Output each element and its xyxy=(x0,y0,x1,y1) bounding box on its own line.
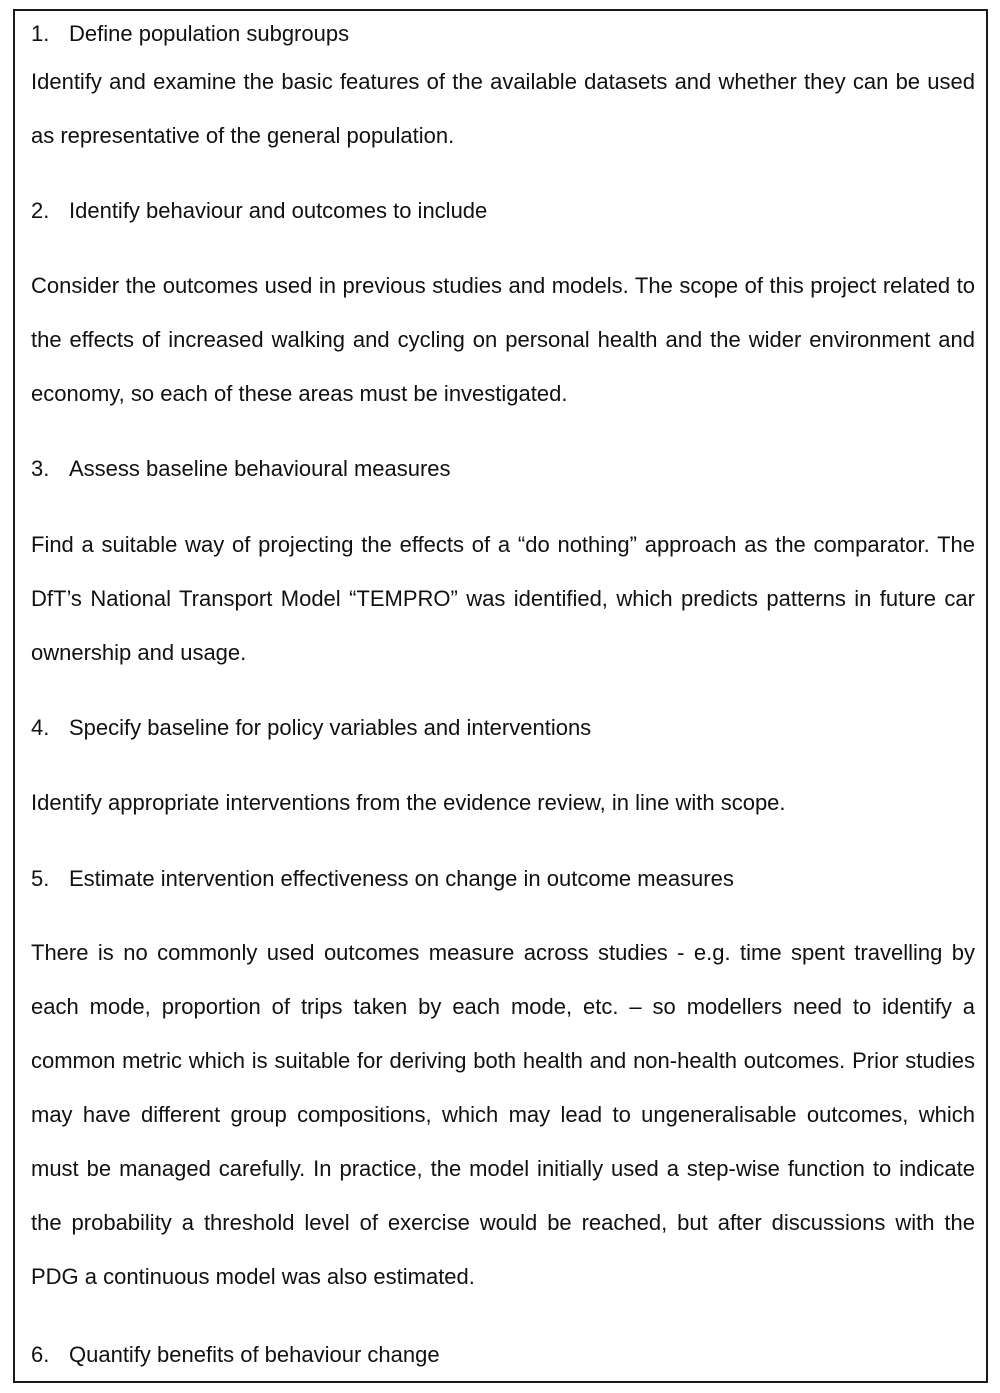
step-description-1: Identify and examine the basic features of the available datasets and whether they can be used as representative of the general population. xyxy=(31,69,975,148)
step-number: 4. xyxy=(31,715,50,740)
step-title: Estimate intervention effectiveness on change in outcome measures xyxy=(69,866,734,891)
step-description-4: Identify appropriate interventions from the evidence review, in line with scope. xyxy=(31,790,786,815)
step-heading-4 xyxy=(31,715,975,741)
step-description-2: Consider the outcomes used in previous studies and models. The scope of this project related to the effects of increased walking and cycling on personal health and the wider environment and economy, so each of these areas must be investigated. xyxy=(31,273,975,406)
step-number: 5. xyxy=(31,866,50,891)
step-title: Define population subgroups xyxy=(69,21,350,46)
step-title: Assess baseline behavioural measures xyxy=(69,456,451,481)
step-title: Identify behaviour and outcomes to include xyxy=(69,198,488,223)
step-number: 6. xyxy=(31,1342,50,1367)
step-heading-2 xyxy=(31,198,975,224)
step-heading-1 xyxy=(31,21,975,47)
step-number: 1. xyxy=(31,21,50,46)
step-description-5: There is no commonly used outcomes measure across studies - e.g. time spent travelling by each mode, proportion of trips taken by each mode, etc. – so modellers need to identify a common metric which is suitable for deriving both health and non-health outcomes. Prior studies may have different group compositions, which may lead to ungeneralisable outcomes, which must be managed carefully. In practice, the model initially used a step-wise function to indicate the probability a threshold level of exercise would be reached, but after discussions with the PDG a continuous model was also estimated. xyxy=(31,940,975,1289)
process-steps-box xyxy=(13,9,988,1383)
step-heading-5 xyxy=(31,866,975,892)
step-description-3: Find a suitable way of projecting the effects of a “do nothing” approach as the comparator. The DfT’s National Transport Model “TEMPRO” was identified, which predicts patterns in future car ownership and usage. xyxy=(31,532,975,665)
step-number: 2. xyxy=(31,198,50,223)
step-number: 3. xyxy=(31,456,50,481)
step-title: Quantify benefits of behaviour change xyxy=(69,1342,440,1367)
step-heading-6 xyxy=(31,1342,975,1368)
step-heading-3 xyxy=(31,456,975,482)
step-title: Specify baseline for policy variables and interventions xyxy=(69,715,592,740)
